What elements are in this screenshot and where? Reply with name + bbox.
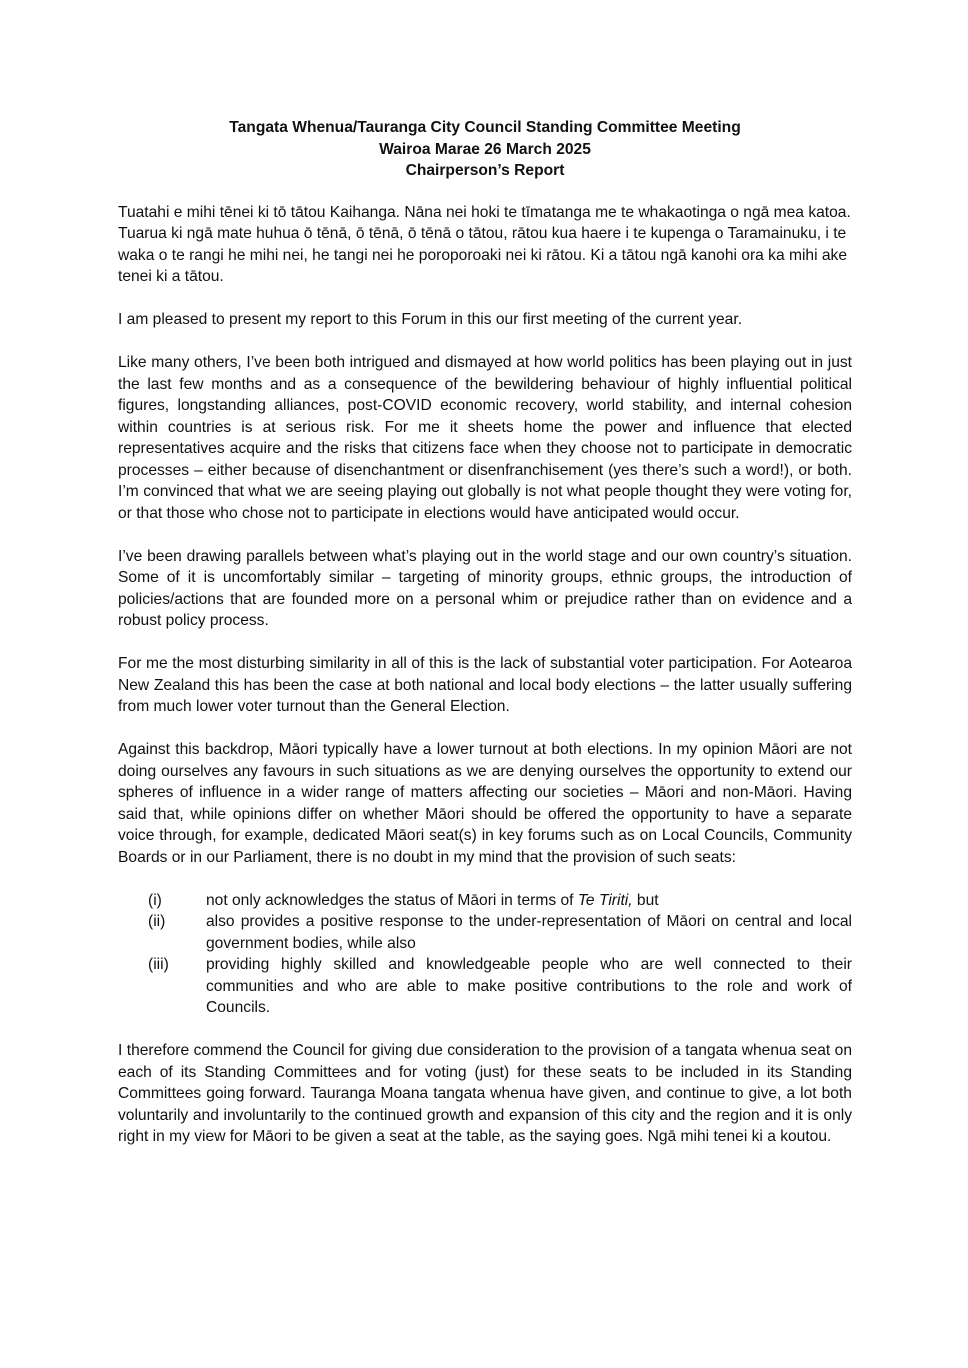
- list-item-text-part: not only acknowledges the status of Māori in terms of: [206, 891, 578, 909]
- list-item-number: (ii): [148, 913, 166, 930]
- te-tiriti-italic: Te Tiriti,: [577, 891, 633, 909]
- meeting-venue-date: Wairoa Marae 26 March 2025: [379, 140, 591, 158]
- list-item-text: [206, 890, 852, 912]
- list-item-text: also provides a positive response to the under-representation of Māori on central and local government bodies, while also: [206, 913, 852, 952]
- paragraph-voter-participation: For me the most disturbing similarity in all of this is the lack of substantial voter participation. For Aotearoa New Zealand this has been the case at both national and local body elections – the latter usually suffering from much lower voter turnout than the General Election.: [118, 655, 852, 715]
- list-item-number: (iii): [148, 956, 169, 973]
- list-item-text: providing highly skilled and knowledgeable people who are well connected to their communities and who are able to make positive contributions to the role and work of Councils.: [206, 956, 852, 1016]
- seat-benefits-list: [118, 890, 852, 1019]
- list-item-number: (i): [148, 891, 162, 909]
- paragraph-mihi: Tuatahi e mihi tēnei ki tō tātou Kaihanga. Nāna nei hoki te tīmatanga me te whakaotinga o ngā mea katoa. Tuarua ki ngā mate huhua ō tēnā, ō tēnā, ō tēnā o tātou, rātou kua haere i te kupenga o Taramainuku, i te waka o te rangi he mihi nei, he tangi nei he poroporoaki nei ki rātou. Ki a tātou ngā kanohi ora ka mihi ake tenei ki a tātou.: [118, 203, 851, 285]
- paragraph-parallels: I’ve been drawing parallels between what’s playing out in the world stage and our own country’s situation. Some of it is uncomfortably similar – targeting of minority groups, ethnic groups, the introduction of policies/actions that are founded more on a personal whim or prejudice rather than on evidence and a robust policy process.: [118, 547, 852, 629]
- list-item: [118, 911, 852, 954]
- list-item: [118, 954, 852, 1019]
- paragraph-maori-turnout: Against this backdrop, Māori typically have a lower turnout at both elections. In my opinion Māori are not doing ourselves any favours in such situations as we are denying ourselves the opportunity to extend our spheres of influence in a wider range of matters affecting our societies – Māori and non-Māori. Having said that, while opinions differ on whether Māori should be offered the opportunity to have a separate voice through, for example, dedicated Māori seat(s) in key forums such as on Local Councils, Community Boards or in our Parliament, there is no doubt in my mind that the provision of such seats:: [118, 741, 852, 866]
- list-item: [118, 890, 852, 912]
- paragraph-world-politics: Like many others, I’ve been both intrigued and dismayed at how world politics has been playing out in just the last few months and as a consequence of the bewildering behaviour of highly influential political figures, longstanding alliances, post-COVID economic recovery, world stability, and internal cohesion within countries is at serious risk. For me it sheets home the power and influence that elected representatives acquire and the risks that citizens face when they choose not to participate in democratic processes – either because of disenchantment or disenfranchisement (yes there’s such a word!), or both. I’m convinced that what we are seeing playing out globally is not what people thought they were voting for, or that those who chose not to participate in elections would have anticipated would occur.: [118, 354, 852, 522]
- paragraph-commendation: I therefore commend the Council for giving due consideration to the provision of a tangata whenua seat on each of its Standing Committees and for voting (just) for these seats to be included in its Standing Committees going forward. Tauranga Moana tangata whenua have given, and continue to give, a lot both voluntarily and involuntarily to the continued growth and expansion of this city and the region and it is only right in my view for Māori to be given a seat at the table, as the saying goes. Ngā mihi tenei ki a koutou.: [118, 1042, 852, 1145]
- list-item-text-part: but: [632, 891, 659, 909]
- report-heading: [118, 117, 852, 182]
- document-body: [118, 117, 852, 1169]
- paragraph-intro: I am pleased to present my report to this Forum in this our first meeting of the current year.: [118, 311, 743, 328]
- meeting-title: Tangata Whenua/Tauranga City Council Standing Committee Meeting: [229, 119, 741, 136]
- report-title: Chairperson’s Report: [405, 162, 565, 179]
